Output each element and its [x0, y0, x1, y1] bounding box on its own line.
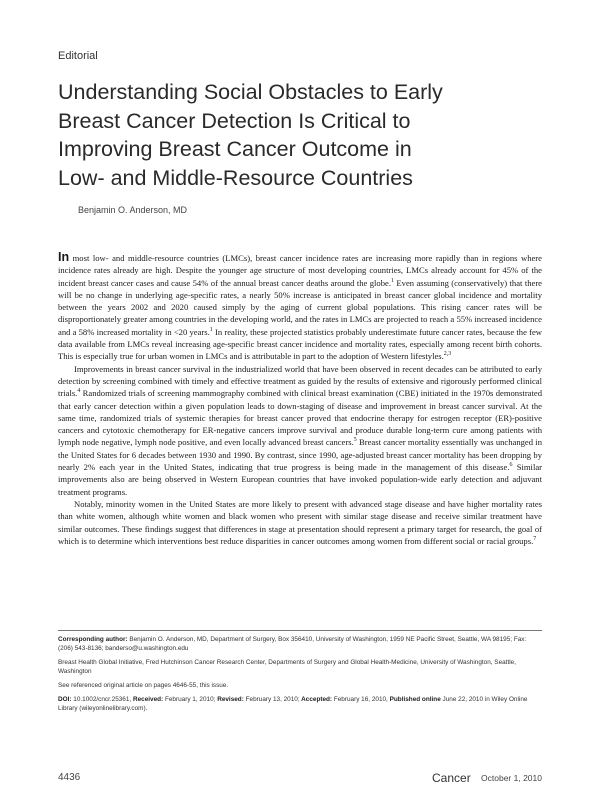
reference-marker: 1: [209, 326, 213, 333]
paragraph: [58, 363, 542, 498]
paragraph-text: Similar improvements also are being observed in Western European countries that have invoked population-wide early detection and adjuvant treatment programs.: [58, 462, 543, 497]
corresponding-author-note: [58, 635, 542, 653]
paragraph-text: Even assuming (conservatively) that there will be no change in underlying age-specific rates, a nearly 50% increase is anticipated in breast cancer global incidence and mortality between the years 2002 and 2020 caused simply by the aging of current global populations. This rising cancer rates will be disproportionately greater among countries in the developing world, and the rates in LMCs are projected to reach a 55% increased incidence and a 58% increased mortality in <20 years.: [58, 277, 542, 337]
footnote-divider: [58, 630, 542, 631]
footnotes: [58, 630, 542, 718]
title-line: Breast Cancer Detection Is Critical to: [58, 108, 411, 133]
journal-name: Cancer: [432, 771, 471, 785]
footnote-label: Revised:: [215, 696, 244, 703]
footnote-text: February 13, 2010;: [243, 696, 300, 703]
footnote-text: February 16, 2010,: [332, 696, 388, 703]
title-line: Understanding Social Obstacles to Early: [58, 80, 443, 104]
publication-info: [58, 695, 542, 713]
reference-marker: 2,3: [443, 351, 452, 358]
paragraph-text: Improvements in breast cancer survival in the industrialized world that have been observed in recent decades can be attributed to early detection by screening combined with timely and effective treatment as guided by the results of extensive and rigorously performed clinical trials.: [58, 363, 542, 399]
article-title: [58, 78, 528, 192]
see-reference-note: See referenced original article on pages 4646-55, this issue.: [58, 682, 229, 689]
footnote-text: Benjamin O. Anderson, MD, Department of Surgery, Box 356410, University of Washington, 1959 NE Pacific Street, Seattle, WA 98195; Fax: (206) 543-8136; banderso@u.washington.edu: [58, 636, 527, 652]
footnote-text: February 1, 2010;: [163, 696, 216, 703]
footnote-text: June 22, 2010 in Wiley Online Library (wileyonlinelibrary.com).: [58, 696, 528, 712]
page-number: 4436: [58, 772, 81, 783]
paragraph-text: most low- and middle-resource countries (LMCs), breast cancer incidence rates are increasing more rapidly than in regions where incidence rates already are high. Despite the younger age structure of most developing countries, LMCs already account for 45% of the incident breast cancer cases and cause 54% of the annual breast cancer deaths around the globe.: [58, 253, 542, 288]
paragraph-text: In reality, these projected statistics probably underestimate future cancer rates, because the few data available from LMCs reveal increasing age-specific breast cancer incidence and mortality rates, especially among recent birth cohorts. This is especially true for urban women in LMCs and is attributable in part to the adoption of Western lifestyles.: [58, 326, 542, 362]
reference-marker: 6: [509, 462, 513, 469]
paragraph: [58, 250, 542, 363]
author-byline: Benjamin O. Anderson, MD: [78, 205, 188, 215]
drop-cap: In: [58, 250, 70, 264]
footnote-label: Corresponding author:: [58, 636, 128, 643]
issue-date: October 1, 2010: [481, 773, 542, 783]
page-footer: [58, 772, 542, 786]
footnote-text: 10.1002/cncr.25361,: [71, 696, 132, 703]
title-line: Low- and Middle-Resource Countries: [58, 165, 413, 190]
reference-marker: 7: [533, 535, 537, 542]
footnote-label: Published online: [387, 696, 441, 703]
paragraph: [58, 498, 542, 547]
affiliation-note: Breast Health Global Initiative, Fred Hutchinson Cancer Research Center, Departments of Surgery and Global Health-Medicine, University of Washington, Seattle, Washington: [58, 659, 516, 675]
article-body: [58, 250, 542, 547]
reference-marker: 5: [353, 437, 357, 444]
paragraph-text: Randomized trials of screening mammography combined with clinical breast examination (CBE) initiated in the 1970s demonstrated that early cancer detection within a given population leads to down-staging of disease and improvement in breast cancer survival. At the same time, randomized trials of systemic therapies for breast cancer proved that endocrine therapy for estrogen receptor (ER)-positive cancers and cytotoxic chemotherapy for ER-negative cancers improve survival and produce durable long-term cure among patients with lymph node negative, lymph node positive, and even locally advanced breast cancers.: [58, 388, 542, 448]
footnote-label: Accepted:: [299, 696, 333, 703]
paragraph-text: Notably, minority women in the United States are more likely to present with advanced stage disease and have higher mortality rates than white women, although white women and black women who present with similar stage disease and receive similar treatment have similar outcomes. These findings suggest that differences in stage at presentation should represent a primary target for research, the goal of which is to determine which interventions best reduce disparities in cancer outcomes among women from different social or racial groups.: [58, 498, 542, 546]
paragraph-text: Breast cancer mortality essentially was unchanged in the United States for 6 decades between 1930 and 1990. By contrast, since 1990, age-adjusted breast cancer mortality has been dropping by nearly 2% each year in the United States, indicating that true progress is being made in the management of this disease.: [58, 437, 542, 473]
footnote-label: Received:: [131, 696, 164, 703]
reference-marker: 1: [391, 277, 394, 284]
footnote-label: DOI:: [58, 696, 72, 703]
section-label: Editorial: [58, 50, 98, 62]
title-line: Improving Breast Cancer Outcome in: [58, 137, 412, 161]
reference-marker: 4: [77, 388, 81, 395]
